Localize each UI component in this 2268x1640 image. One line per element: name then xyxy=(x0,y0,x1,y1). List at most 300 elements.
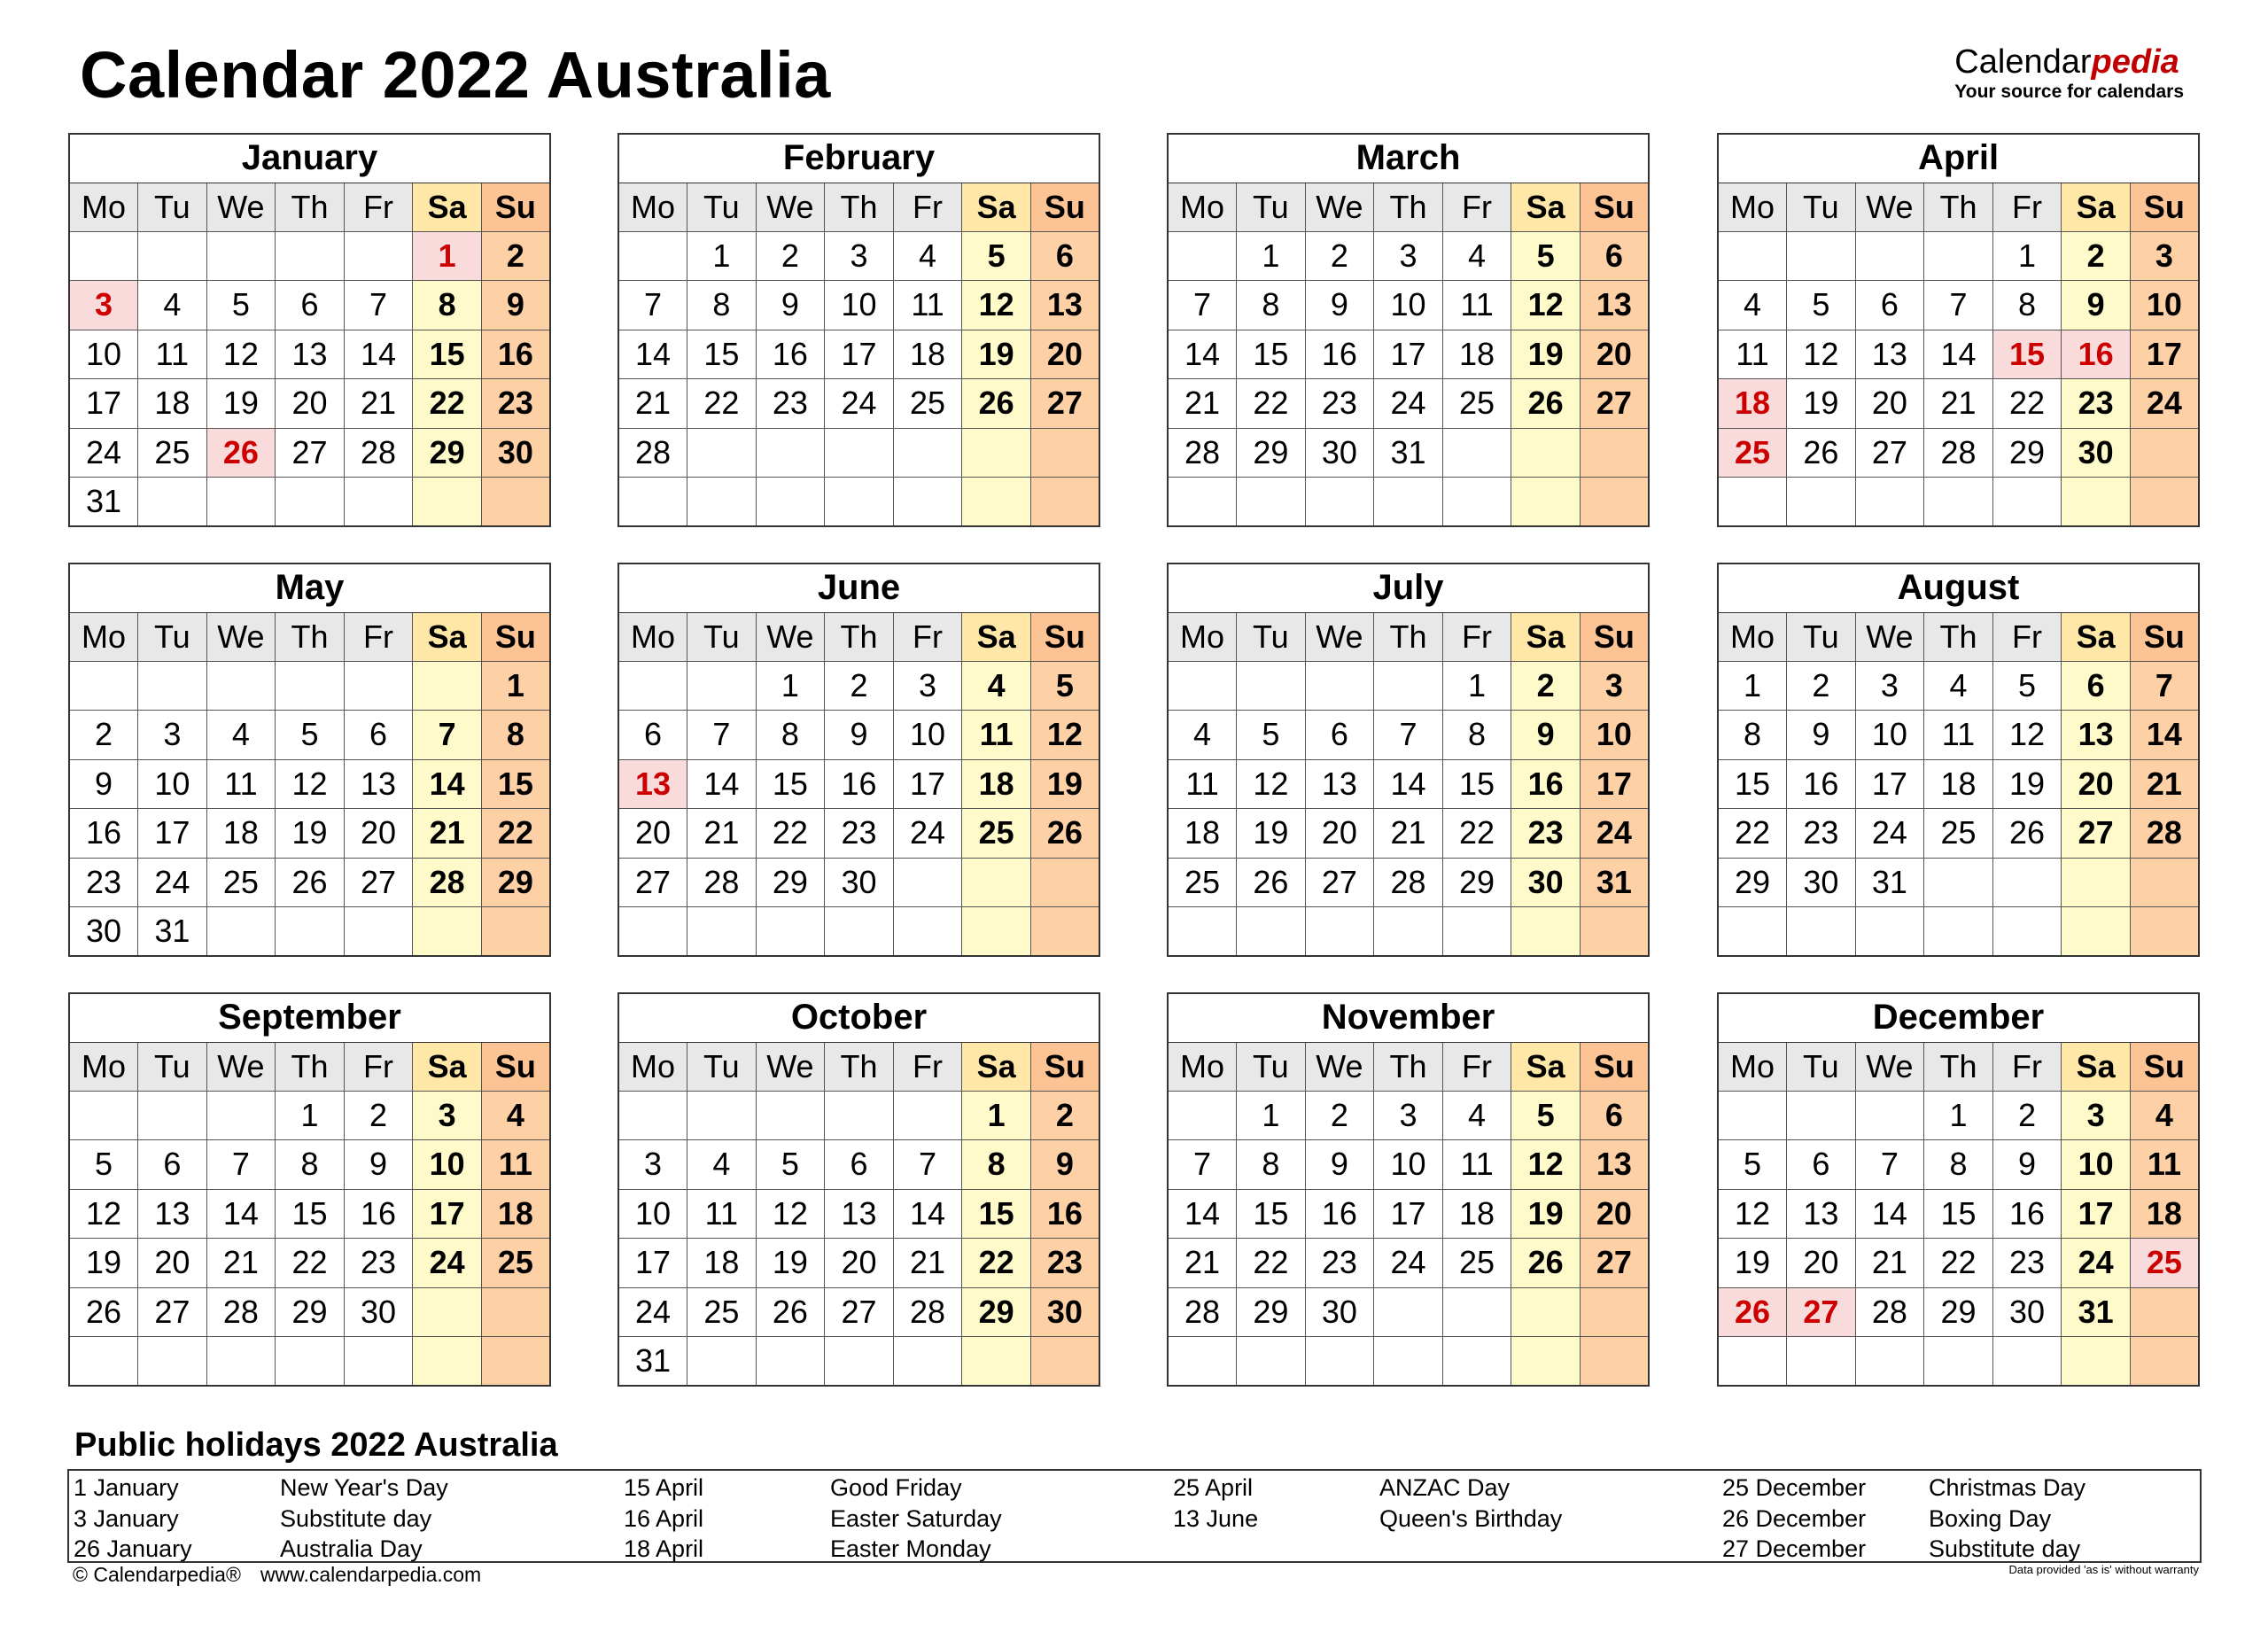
day-cell: 11 xyxy=(1718,330,1787,379)
day-cell: 28 xyxy=(1168,1287,1237,1337)
day-cell: 20 xyxy=(1030,330,1099,379)
empty-day-cell xyxy=(756,1091,825,1140)
day-cell: 5 xyxy=(69,1140,138,1190)
day-cell: 9 xyxy=(344,1140,413,1190)
holiday-date: 26 December xyxy=(1722,1504,1867,1532)
weekday-header: Fr xyxy=(1442,1042,1511,1091)
day-cell: 5 xyxy=(1718,1140,1787,1190)
empty-day-cell xyxy=(2130,1337,2199,1387)
empty-day-cell xyxy=(962,478,1031,527)
day-cell: 28 xyxy=(1374,858,1443,907)
weekday-header: Sa xyxy=(1511,612,1581,661)
day-cell: 19 xyxy=(69,1239,138,1288)
weekday-header: Sa xyxy=(1511,1042,1581,1091)
day-cell: 12 xyxy=(1787,330,1856,379)
day-cell: 2 xyxy=(1787,661,1856,711)
weekday-header: Tu xyxy=(1787,1042,1856,1091)
day-cell: 2 xyxy=(756,231,825,281)
day-cell: 6 xyxy=(1030,231,1099,281)
empty-day-cell xyxy=(481,1287,550,1337)
day-cell: 23 xyxy=(1305,1239,1374,1288)
empty-day-cell xyxy=(687,428,757,478)
weekday-header: Su xyxy=(1030,183,1099,231)
weekday-header: Tu xyxy=(138,183,207,231)
holiday-date: 27 December xyxy=(1722,1535,1867,1562)
weekday-header: Th xyxy=(276,1042,345,1091)
weekday-header: Th xyxy=(1924,1042,1993,1091)
empty-day-cell xyxy=(962,858,1031,907)
day-cell: 15 xyxy=(756,759,825,809)
weekday-header: Sa xyxy=(2062,183,2131,231)
day-cell: 18 xyxy=(687,1239,757,1288)
day-cell: 17 xyxy=(2062,1189,2131,1239)
day-cell: 4 xyxy=(962,661,1031,711)
day-cell: 18 xyxy=(962,759,1031,809)
empty-day-cell xyxy=(1168,661,1237,711)
day-cell: 5 xyxy=(1992,661,2062,711)
month-september xyxy=(68,992,551,1387)
day-cell: 25 xyxy=(1924,809,1993,859)
day-cell: 25 xyxy=(206,858,276,907)
day-cell: 4 xyxy=(687,1140,757,1190)
empty-day-cell xyxy=(344,478,413,527)
day-cell: 5 xyxy=(1237,711,1306,760)
day-cell: 9 xyxy=(69,759,138,809)
day-cell: 27 xyxy=(1580,1239,1649,1288)
empty-day-cell xyxy=(206,231,276,281)
empty-day-cell xyxy=(276,661,345,711)
holiday-day-cell: 16 xyxy=(2062,330,2131,379)
empty-day-cell xyxy=(138,661,207,711)
empty-day-cell xyxy=(962,907,1031,957)
holiday-entry xyxy=(74,1534,448,1565)
month-june xyxy=(617,563,1100,957)
day-cell: 6 xyxy=(276,281,345,330)
day-cell: 16 xyxy=(756,330,825,379)
weekday-header: Fr xyxy=(1442,183,1511,231)
empty-day-cell xyxy=(1374,907,1443,957)
day-cell: 5 xyxy=(206,281,276,330)
day-cell: 4 xyxy=(1442,231,1511,281)
day-cell: 10 xyxy=(1855,711,1924,760)
day-cell: 28 xyxy=(687,858,757,907)
day-cell: 26 xyxy=(1992,809,2062,859)
empty-day-cell xyxy=(1305,661,1374,711)
day-cell: 14 xyxy=(206,1189,276,1239)
day-cell: 2 xyxy=(1030,1091,1099,1140)
holiday-column xyxy=(1173,1473,1562,1534)
weekday-header: We xyxy=(206,612,276,661)
empty-day-cell xyxy=(1237,1337,1306,1387)
footer-website-link[interactable]: www.calendarpedia.com xyxy=(260,1563,482,1586)
empty-day-cell xyxy=(1374,1337,1443,1387)
day-cell: 19 xyxy=(1992,759,2062,809)
day-cell: 8 xyxy=(1924,1140,1993,1190)
day-cell: 19 xyxy=(1237,809,1306,859)
weekday-header: We xyxy=(756,1042,825,1091)
day-cell: 21 xyxy=(2130,759,2199,809)
holiday-date: 15 April xyxy=(624,1474,704,1501)
weekday-header: Fr xyxy=(344,612,413,661)
day-cell: 17 xyxy=(893,759,962,809)
empty-day-cell xyxy=(1237,478,1306,527)
day-cell: 16 xyxy=(1030,1189,1099,1239)
empty-day-cell xyxy=(1580,1337,1649,1387)
empty-day-cell xyxy=(618,231,687,281)
day-cell: 17 xyxy=(138,809,207,859)
day-cell: 13 xyxy=(1580,281,1649,330)
page-title: Calendar 2022 Australia xyxy=(80,38,831,112)
empty-day-cell xyxy=(1237,907,1306,957)
day-cell: 20 xyxy=(344,809,413,859)
weekday-header: Fr xyxy=(344,1042,413,1091)
empty-day-cell xyxy=(687,478,757,527)
day-cell: 13 xyxy=(1030,281,1099,330)
day-cell: 7 xyxy=(1168,281,1237,330)
weekday-header: Th xyxy=(276,183,345,231)
empty-day-cell xyxy=(1787,1337,1856,1387)
empty-day-cell xyxy=(756,428,825,478)
empty-day-cell xyxy=(69,661,138,711)
weekday-header: Su xyxy=(481,183,550,231)
day-cell: 23 xyxy=(1030,1239,1099,1288)
day-cell: 12 xyxy=(756,1189,825,1239)
weekday-header: Sa xyxy=(2062,612,2131,661)
day-cell: 17 xyxy=(1580,759,1649,809)
day-cell: 7 xyxy=(1168,1140,1237,1190)
day-cell: 15 xyxy=(413,330,482,379)
day-cell: 22 xyxy=(1992,379,2062,429)
month-august xyxy=(1717,563,2200,957)
weekday-header: We xyxy=(756,183,825,231)
day-cell: 31 xyxy=(2062,1287,2131,1337)
day-cell: 14 xyxy=(413,759,482,809)
day-cell: 16 xyxy=(1992,1189,2062,1239)
empty-day-cell xyxy=(481,907,550,957)
weekday-header: Th xyxy=(1374,1042,1443,1091)
day-cell: 27 xyxy=(1855,428,1924,478)
day-cell: 1 xyxy=(1992,231,2062,281)
day-cell: 8 xyxy=(481,711,550,760)
day-cell: 17 xyxy=(1855,759,1924,809)
empty-day-cell xyxy=(1030,1337,1099,1387)
empty-day-cell xyxy=(1787,907,1856,957)
weekday-header: We xyxy=(756,612,825,661)
empty-day-cell xyxy=(1305,478,1374,527)
day-cell: 1 xyxy=(756,661,825,711)
empty-day-cell xyxy=(893,1091,962,1140)
day-cell: 30 xyxy=(1787,858,1856,907)
day-cell: 25 xyxy=(481,1239,550,1288)
day-cell: 29 xyxy=(1237,1287,1306,1337)
day-cell: 11 xyxy=(481,1140,550,1190)
day-cell: 24 xyxy=(618,1287,687,1337)
empty-day-cell xyxy=(618,661,687,711)
day-cell: 23 xyxy=(825,809,894,859)
weekday-header: Tu xyxy=(687,1042,757,1091)
day-cell: 25 xyxy=(138,428,207,478)
empty-day-cell xyxy=(1168,1337,1237,1387)
holidays-title: Public holidays 2022 Australia xyxy=(74,1426,558,1464)
empty-day-cell xyxy=(1511,1337,1581,1387)
weekday-header: Th xyxy=(825,183,894,231)
holiday-day-cell: 25 xyxy=(1718,428,1787,478)
weekday-header: Mo xyxy=(69,612,138,661)
empty-day-cell xyxy=(1305,907,1374,957)
holiday-name: Boxing Day xyxy=(1929,1504,2052,1532)
empty-day-cell xyxy=(893,858,962,907)
day-cell: 28 xyxy=(1924,428,1993,478)
day-cell: 18 xyxy=(138,379,207,429)
day-cell: 29 xyxy=(1442,858,1511,907)
day-cell: 13 xyxy=(1580,1140,1649,1190)
empty-day-cell xyxy=(1374,478,1443,527)
day-cell: 23 xyxy=(69,858,138,907)
month-title: June xyxy=(618,564,1099,612)
weekday-header: Sa xyxy=(2062,1042,2131,1091)
empty-day-cell xyxy=(1718,231,1787,281)
day-cell: 26 xyxy=(69,1287,138,1337)
weekday-header: Mo xyxy=(1718,1042,1787,1091)
day-cell: 8 xyxy=(1442,711,1511,760)
day-cell: 5 xyxy=(1511,1091,1581,1140)
empty-day-cell xyxy=(1580,478,1649,527)
day-cell: 26 xyxy=(756,1287,825,1337)
day-cell: 17 xyxy=(69,379,138,429)
day-cell: 29 xyxy=(1237,428,1306,478)
day-cell: 16 xyxy=(1305,1189,1374,1239)
empty-day-cell xyxy=(1718,478,1787,527)
day-cell: 27 xyxy=(1030,379,1099,429)
month-title: May xyxy=(69,564,550,612)
day-cell: 13 xyxy=(1305,759,1374,809)
day-cell: 1 xyxy=(962,1091,1031,1140)
day-cell: 9 xyxy=(1030,1140,1099,1190)
holiday-name: New Year's Day xyxy=(280,1474,448,1501)
day-cell: 24 xyxy=(1374,379,1443,429)
day-cell: 12 xyxy=(206,330,276,379)
day-cell: 7 xyxy=(206,1140,276,1190)
day-cell: 9 xyxy=(481,281,550,330)
day-cell: 29 xyxy=(1718,858,1787,907)
weekday-header: Tu xyxy=(1237,1042,1306,1091)
empty-day-cell xyxy=(756,907,825,957)
empty-day-cell xyxy=(413,1337,482,1387)
day-cell: 5 xyxy=(1030,661,1099,711)
day-cell: 22 xyxy=(1718,809,1787,859)
weekday-header: Tu xyxy=(687,183,757,231)
empty-day-cell xyxy=(206,478,276,527)
weekday-header: Su xyxy=(1580,183,1649,231)
empty-day-cell xyxy=(1992,858,2062,907)
empty-day-cell xyxy=(1924,231,1993,281)
weekday-header: Mo xyxy=(618,183,687,231)
weekday-header: We xyxy=(1855,612,1924,661)
day-cell: 17 xyxy=(825,330,894,379)
day-cell: 15 xyxy=(276,1189,345,1239)
day-cell: 15 xyxy=(1442,759,1511,809)
day-cell: 14 xyxy=(1374,759,1443,809)
weekday-header: Sa xyxy=(413,612,482,661)
day-cell: 31 xyxy=(1855,858,1924,907)
empty-day-cell xyxy=(1030,478,1099,527)
day-cell: 30 xyxy=(69,907,138,957)
month-title: October xyxy=(618,993,1099,1042)
day-cell: 22 xyxy=(962,1239,1031,1288)
day-cell: 30 xyxy=(1305,428,1374,478)
empty-day-cell xyxy=(1580,907,1649,957)
day-cell: 15 xyxy=(1237,330,1306,379)
day-cell: 15 xyxy=(1237,1189,1306,1239)
day-cell: 27 xyxy=(1580,379,1649,429)
empty-day-cell xyxy=(1442,478,1511,527)
day-cell: 29 xyxy=(756,858,825,907)
day-cell: 7 xyxy=(413,711,482,760)
day-cell: 22 xyxy=(276,1239,345,1288)
day-cell: 4 xyxy=(1442,1091,1511,1140)
weekday-header: Th xyxy=(825,1042,894,1091)
day-cell: 21 xyxy=(1855,1239,1924,1288)
empty-day-cell xyxy=(2130,478,2199,527)
day-cell: 14 xyxy=(344,330,413,379)
empty-day-cell xyxy=(276,478,345,527)
empty-day-cell xyxy=(687,1337,757,1387)
day-cell: 7 xyxy=(618,281,687,330)
holiday-day-cell: 13 xyxy=(618,759,687,809)
weekday-header: Sa xyxy=(962,612,1031,661)
day-cell: 3 xyxy=(1374,231,1443,281)
empty-day-cell xyxy=(2130,428,2199,478)
weekday-header: Tu xyxy=(687,612,757,661)
day-cell: 4 xyxy=(138,281,207,330)
day-cell: 8 xyxy=(1992,281,2062,330)
empty-day-cell xyxy=(1787,478,1856,527)
weekday-header: We xyxy=(206,1042,276,1091)
day-cell: 21 xyxy=(1374,809,1443,859)
day-cell: 9 xyxy=(1992,1140,2062,1190)
day-cell: 10 xyxy=(825,281,894,330)
day-cell: 26 xyxy=(1237,858,1306,907)
day-cell: 8 xyxy=(962,1140,1031,1190)
day-cell: 22 xyxy=(1237,379,1306,429)
empty-day-cell xyxy=(893,1337,962,1387)
holiday-day-cell: 15 xyxy=(1992,330,2062,379)
day-cell: 26 xyxy=(1511,379,1581,429)
empty-day-cell xyxy=(413,1287,482,1337)
empty-day-cell xyxy=(1511,428,1581,478)
day-cell: 12 xyxy=(1992,711,2062,760)
brand-name-accent: pedia xyxy=(2091,43,2179,81)
holiday-name: Substitute day xyxy=(1929,1535,2081,1562)
day-cell: 17 xyxy=(618,1239,687,1288)
day-cell: 19 xyxy=(276,809,345,859)
day-cell: 18 xyxy=(2130,1189,2199,1239)
day-cell: 20 xyxy=(138,1239,207,1288)
weekday-header: Fr xyxy=(893,612,962,661)
day-cell: 10 xyxy=(1580,711,1649,760)
day-cell: 3 xyxy=(2130,231,2199,281)
day-cell: 23 xyxy=(481,379,550,429)
empty-day-cell xyxy=(413,661,482,711)
day-cell: 24 xyxy=(69,428,138,478)
day-cell: 17 xyxy=(2130,330,2199,379)
empty-day-cell xyxy=(1511,907,1581,957)
empty-day-cell xyxy=(2130,907,2199,957)
month-title: March xyxy=(1168,134,1649,183)
day-cell: 16 xyxy=(825,759,894,809)
empty-day-cell xyxy=(138,478,207,527)
brand-logo[interactable] xyxy=(1954,44,2184,103)
day-cell: 4 xyxy=(2130,1091,2199,1140)
weekday-header: Th xyxy=(1374,612,1443,661)
day-cell: 12 xyxy=(69,1189,138,1239)
weekday-header: Su xyxy=(1580,612,1649,661)
day-cell: 6 xyxy=(1855,281,1924,330)
day-cell: 6 xyxy=(1787,1140,1856,1190)
day-cell: 27 xyxy=(2062,809,2131,859)
weekday-header: We xyxy=(1305,183,1374,231)
weekday-header: Fr xyxy=(1992,612,2062,661)
holiday-column xyxy=(74,1473,448,1565)
day-cell: 24 xyxy=(1580,809,1649,859)
empty-day-cell xyxy=(893,478,962,527)
day-cell: 13 xyxy=(276,330,345,379)
day-cell: 16 xyxy=(69,809,138,859)
day-cell: 22 xyxy=(481,809,550,859)
day-cell: 31 xyxy=(138,907,207,957)
day-cell: 17 xyxy=(1374,1189,1443,1239)
day-cell: 5 xyxy=(276,711,345,760)
day-cell: 24 xyxy=(825,379,894,429)
holiday-day-cell: 1 xyxy=(413,231,482,281)
day-cell: 2 xyxy=(1992,1091,2062,1140)
weekday-header: Mo xyxy=(69,1042,138,1091)
day-cell: 27 xyxy=(825,1287,894,1337)
empty-day-cell xyxy=(1442,907,1511,957)
day-cell: 20 xyxy=(1580,330,1649,379)
day-cell: 11 xyxy=(2130,1140,2199,1190)
day-cell: 30 xyxy=(481,428,550,478)
day-cell: 12 xyxy=(276,759,345,809)
month-april xyxy=(1717,133,2200,527)
day-cell: 21 xyxy=(206,1239,276,1288)
day-cell: 18 xyxy=(481,1189,550,1239)
holiday-date: 26 January xyxy=(74,1535,192,1562)
month-march xyxy=(1167,133,1650,527)
day-cell: 26 xyxy=(276,858,345,907)
empty-day-cell xyxy=(1237,661,1306,711)
day-cell: 18 xyxy=(1924,759,1993,809)
weekday-header: Su xyxy=(1030,1042,1099,1091)
day-cell: 11 xyxy=(138,330,207,379)
empty-day-cell xyxy=(687,907,757,957)
day-cell: 8 xyxy=(1237,1140,1306,1190)
day-cell: 28 xyxy=(893,1287,962,1337)
day-cell: 7 xyxy=(1374,711,1443,760)
empty-day-cell xyxy=(1168,1091,1237,1140)
weekday-header: Mo xyxy=(1718,612,1787,661)
empty-day-cell xyxy=(1992,478,2062,527)
day-cell: 20 xyxy=(276,379,345,429)
holiday-date: 1 January xyxy=(74,1474,179,1501)
day-cell: 6 xyxy=(1580,231,1649,281)
day-cell: 30 xyxy=(1992,1287,2062,1337)
day-cell: 24 xyxy=(2130,379,2199,429)
day-cell: 22 xyxy=(1442,809,1511,859)
day-cell: 4 xyxy=(1718,281,1787,330)
holiday-day-cell: 3 xyxy=(69,281,138,330)
day-cell: 14 xyxy=(1168,330,1237,379)
